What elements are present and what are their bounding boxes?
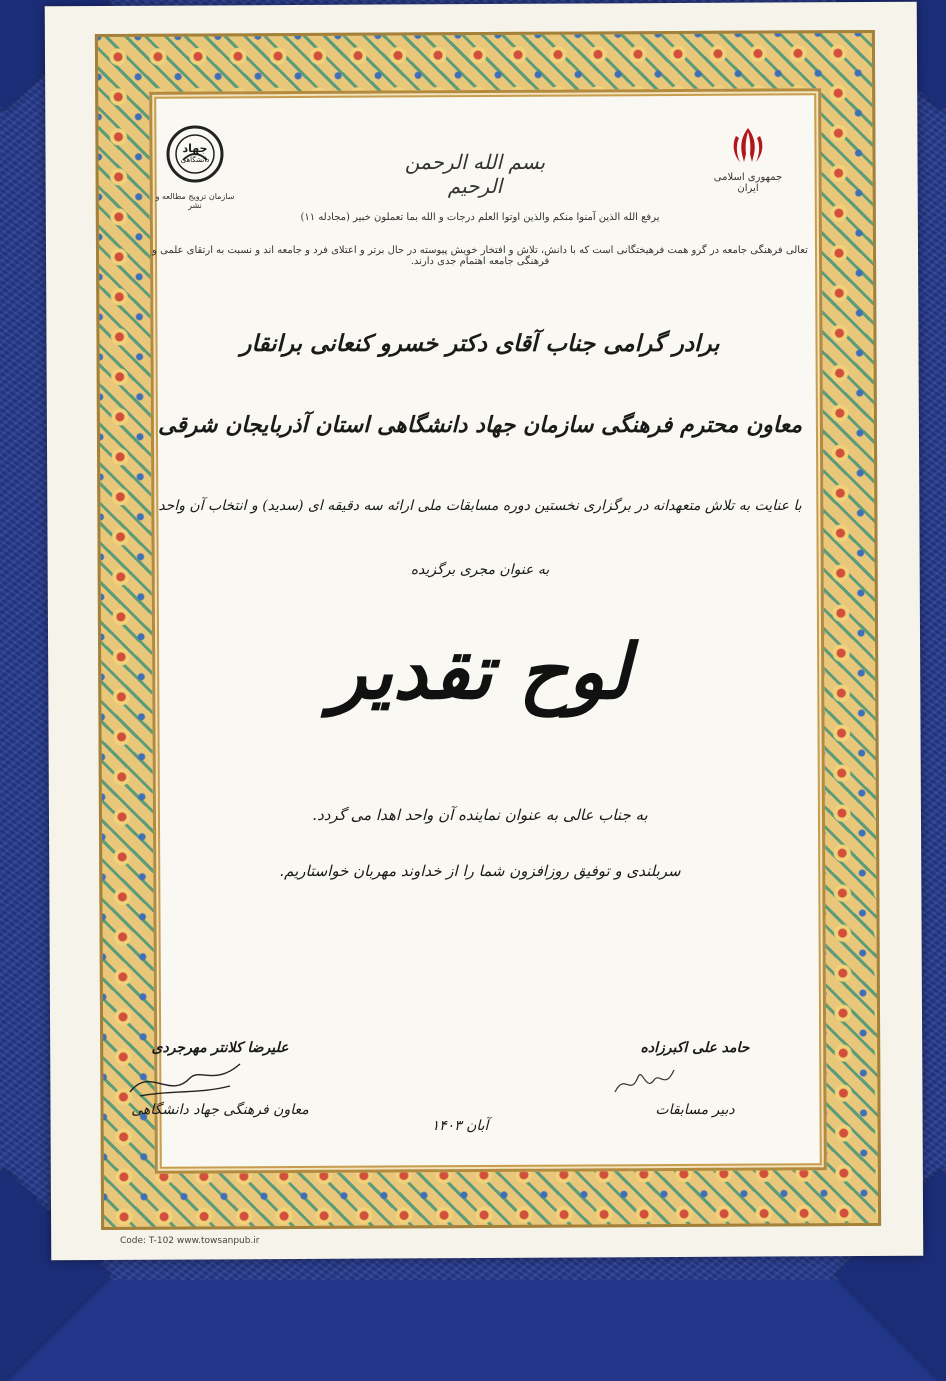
signature-left-scribble	[120, 1056, 250, 1106]
signature-right-scribble	[610, 1062, 680, 1102]
signer-left-title: معاون فرهنگی جهاد دانشگاهی	[131, 1102, 309, 1118]
signer-right-name: حامد علی اکبرزاده	[640, 1040, 750, 1056]
jahad-logo-subtitle: دانشگاهی	[180, 156, 210, 164]
iran-emblem-icon	[726, 124, 770, 168]
intro-text: تعالی فرهنگی جامعه در گرو همت فرهیختگانی است که با دانش، تلاش و افتخار خویش پیوسته در حال برتر و اعتلای فرد و جامعه اند و نسبت به ارتقای علمی و فرهنگی جامعه اهتمام جدی دارند.	[152, 245, 808, 267]
signature-block-right	[610, 1040, 780, 1118]
award-wish: سربلندی و توفیق روزافزون شما را از خداوند مهربان خواستاریم.	[279, 862, 681, 880]
jahad-logo-title: جهاد	[182, 142, 208, 155]
jahad-logo-caption: سازمان ترویج مطالعه و نشر	[155, 192, 235, 210]
jahad-logo	[150, 124, 240, 210]
signer-left-name: علیرضا کلانتر مهرجردی	[151, 1040, 289, 1056]
recipient-position: معاون محترم فرهنگی سازمان جهاد دانشگاهی استان آذربایجان شرقی	[157, 412, 803, 438]
bismillah-calligraphy: بسم الله الرحمن الرحیم	[404, 150, 546, 198]
signature-block-left	[120, 1040, 320, 1118]
award-presented: به جناب عالی به عنوان نماینده آن واحد اهدا می گردد.	[312, 806, 648, 824]
iran-emblem-caption: جمهوری اسلامی ایران	[713, 172, 783, 194]
recipient-name: برادر گرامی جناب آقای دکتر خسرو کنعانی برانقار	[240, 330, 720, 357]
award-as: به عنوان مجری برگزیده	[410, 562, 550, 578]
publisher-footer: Code: T-102 www.towsanpub.ir	[120, 1236, 260, 1246]
issue-date: آبان ۱۴۰۳	[431, 1118, 489, 1134]
award-title: لوح تقدیر	[329, 627, 631, 716]
quran-verse: یرفع الله الذین آمنوا منکم والذین اوتوا العلم درجات و الله بما تعملون خبیر (مجادله ۱۱)	[300, 212, 660, 223]
iran-emblem	[708, 124, 788, 194]
signer-right-title: دبیر مسابقات	[655, 1102, 735, 1118]
award-reason: با عنایت به تلاش متعهدانه در برگزاری نخستین دوره مسابقات ملی ارائه سه دقیقه ای (سدید) و انتخاب آن واحد	[158, 498, 802, 514]
